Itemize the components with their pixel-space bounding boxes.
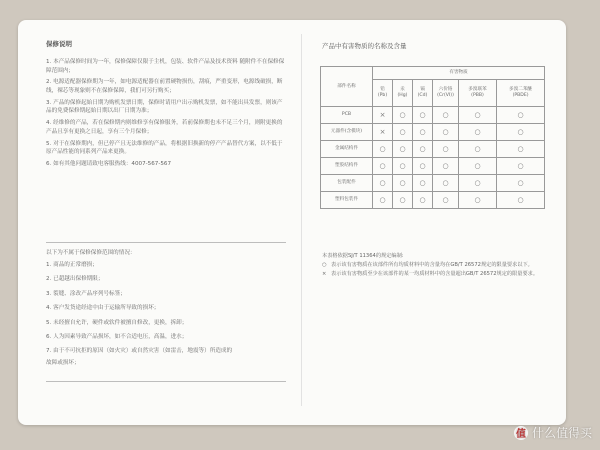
cross-mark: × xyxy=(373,124,393,141)
table-row xyxy=(321,158,545,175)
circle-mark: ○ xyxy=(373,158,393,175)
circle-mark: ○ xyxy=(413,158,433,175)
exclusions-list xyxy=(46,261,286,373)
exclusion-item: 4. 客户发货途经途中由于运输所导致的损坏； xyxy=(46,305,160,312)
section-divider xyxy=(46,381,286,382)
circle-mark: ○ xyxy=(373,175,393,192)
exclusion-item: 7. 由于不可抗拒的原因（如火灾）或自然灾害（如雷击，地震等）所造成的 xyxy=(46,348,233,355)
circle-mark: ○ xyxy=(459,141,497,158)
circle-symbol: ○ xyxy=(322,262,327,268)
substance-header xyxy=(413,80,433,107)
circle-mark: ○ xyxy=(373,192,393,209)
exclusion-item: 5. 未经擅自允许，硬件或软件被擅自修改，更换，拆卸； xyxy=(46,319,188,326)
circle-mark: ○ xyxy=(413,175,433,192)
warranty-item: 1. 本产品保修时间为一年，保修保障仅限于主机，包装、软件产品及技术资料 随附件不在保修保障范围内； xyxy=(46,59,285,74)
part-name-cell: 塑料包装件 xyxy=(321,192,373,209)
circle-mark: ○ xyxy=(393,107,413,124)
part-header: 部件名称 xyxy=(321,67,373,107)
part-name-cell: 金属结构件 xyxy=(321,141,373,158)
substance-code: (Pb) xyxy=(377,93,388,98)
table-row xyxy=(321,192,545,209)
exclusions-title: 以下为不属于保修保修范围的情况： xyxy=(46,250,136,256)
notes-intro: 本表格依据SJ/T 11364的规定编制: xyxy=(322,253,404,259)
circle-mark: ○ xyxy=(433,175,459,192)
substance-name: 六价铬 xyxy=(438,87,453,92)
circle-mark: ○ xyxy=(393,124,413,141)
table-row xyxy=(321,175,545,192)
substance-header xyxy=(373,80,393,107)
circle-mark: ○ xyxy=(433,158,459,175)
exclusion-item: 1. 商品的正常磨损； xyxy=(46,262,98,268)
circle-mark: ○ xyxy=(433,124,459,141)
note-x xyxy=(322,270,544,279)
part-name-cell: PCB xyxy=(321,107,373,124)
hotline-item: 6. 如有其他问题请致电客服热线：4007-567-567 xyxy=(46,160,172,167)
table-row xyxy=(321,107,545,124)
hazard-table xyxy=(320,66,545,209)
warranty-item: 5. 对于在保修期内，但已停产且无法维修的产品，将根据旧换新的停产产品替代方案，以不低于原产品性能的同系列产品来更换。 xyxy=(46,140,283,156)
watermark-text: 什么值得买 xyxy=(531,426,592,440)
substance-header xyxy=(393,80,413,107)
hazard-title: 产品中有害物质的名称及含量 xyxy=(322,42,407,50)
substance-name: 镉 xyxy=(420,87,425,92)
circle-mark: ○ xyxy=(393,175,413,192)
warranty-item: 2. 电源适配器保修期为一年，如电源适配器在前置硬物损伤，刮痕，严重变形，电源线破损，断线，裸芯等现象则不在保修保障，我们可另行购买； xyxy=(46,79,283,94)
section-divider xyxy=(46,242,286,243)
circle-mark: ○ xyxy=(413,141,433,158)
circle-mark: ○ xyxy=(433,107,459,124)
circle-mark: ○ xyxy=(497,192,545,209)
substance-code: (PBB) xyxy=(471,93,484,98)
hazard-table-body xyxy=(321,107,545,209)
cross-mark: × xyxy=(373,107,393,124)
watermark-logo-icon: 值 xyxy=(514,426,528,440)
circle-mark: ○ xyxy=(497,124,545,141)
circle-mark: ○ xyxy=(459,175,497,192)
exclusion-item: 2. 已超越出保修期限； xyxy=(46,276,104,283)
table-row xyxy=(321,141,545,158)
warranty-item: 4. 经维修的产品，若在保修期内则维修享有保修服务，若前保修期也未不足三个月，则附更换的产品且享有更换之日起，享有三个月保修； xyxy=(46,120,283,135)
substance-header xyxy=(497,80,545,107)
substance-code: (PBDE) xyxy=(512,93,529,98)
site-watermark xyxy=(514,424,592,441)
circle-mark: ○ xyxy=(433,192,459,209)
note-o xyxy=(322,261,544,270)
part-name-cell: 元器件(含模块) xyxy=(321,124,373,141)
substance-header xyxy=(433,80,459,107)
exclusion-item: 3. 裂缝、涂改产品序列号标签； xyxy=(46,290,126,297)
circle-mark: ○ xyxy=(393,192,413,209)
substance-name: 多溴二苯醚 xyxy=(509,87,533,92)
substance-code: (Hg) xyxy=(397,93,408,98)
part-name-cell: 包装配件 xyxy=(321,175,373,192)
warranty-title: 保修说明 xyxy=(46,40,72,48)
substance-name: 汞 xyxy=(400,87,405,92)
circle-mark: ○ xyxy=(459,124,497,141)
page-divider xyxy=(301,34,302,406)
circle-mark: ○ xyxy=(373,141,393,158)
exclusion-item-continued: 故障或损坏； xyxy=(46,359,80,366)
circle-mark: ○ xyxy=(459,158,497,175)
substance-code: (Cr(VI)) xyxy=(437,93,454,98)
circle-mark: ○ xyxy=(497,141,545,158)
circle-mark: ○ xyxy=(413,124,433,141)
note-x-text: 表示该有害物质至少在该部件的某一均质材料中的含量超出GB/T 26572规定的限量要求。 xyxy=(331,271,539,277)
warranty-item: 3. 产品的保修起始日期为购机发票日期，保修时请用户出示购机发票，如不能出具发票，则该产品的免费保修期起始日期以出厂日期为准； xyxy=(46,99,283,115)
note-o-text: 表示该有害物质在该部件所有均质材料中的含量均在GB/T 26572规定的限量要求以下。 xyxy=(331,262,533,268)
substance-code: (Cd) xyxy=(417,93,428,98)
circle-mark: ○ xyxy=(433,141,459,158)
circle-mark: ○ xyxy=(497,175,545,192)
substance-header xyxy=(459,80,497,107)
hazard-notes xyxy=(322,252,544,279)
manual-card xyxy=(18,20,566,425)
circle-mark: ○ xyxy=(413,192,433,209)
cross-symbol: × xyxy=(322,271,327,277)
substance-name: 多溴联苯 xyxy=(468,87,487,92)
circle-mark: ○ xyxy=(459,192,497,209)
circle-mark: ○ xyxy=(393,158,413,175)
circle-mark: ○ xyxy=(459,107,497,124)
exclusion-item: 6. 人为因素导致产品损坏，如不合适电压，高温，进水； xyxy=(46,333,188,340)
circle-mark: ○ xyxy=(413,107,433,124)
circle-mark: ○ xyxy=(497,158,545,175)
table-row xyxy=(321,124,545,141)
circle-mark: ○ xyxy=(497,107,545,124)
circle-mark: ○ xyxy=(393,141,413,158)
group-header: 有害物质 xyxy=(373,67,545,80)
part-name-cell: 塑胶结构件 xyxy=(321,158,373,175)
substance-name: 铅 xyxy=(380,87,385,92)
warranty-list xyxy=(46,58,286,172)
